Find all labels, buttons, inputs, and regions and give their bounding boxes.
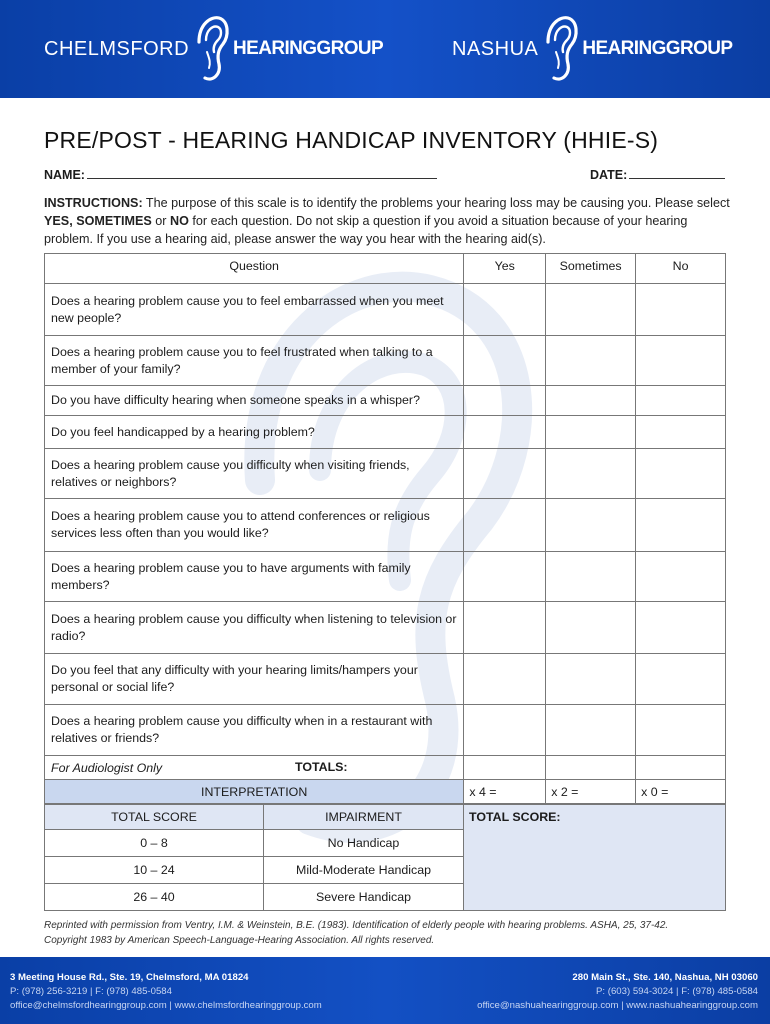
question-text: Does a hearing problem cause you to feel embarrassed when you meet new people? [45,284,464,336]
answer-no-cell[interactable] [636,552,726,602]
impairment-level: Mild-Moderate Handicap [264,857,464,884]
impairment-level: No Handicap [264,830,464,857]
total-no-cell[interactable] [636,756,726,780]
answer-no-cell[interactable] [636,602,726,654]
answer-no-cell[interactable] [636,449,726,499]
nashua-contact [477,971,758,1013]
col-question: Question [45,254,464,284]
table-row [45,884,464,911]
question-text: Does a hearing problem cause you difficulty when listening to television or radio? [45,602,464,654]
questions-table [44,253,726,804]
table-row [45,830,464,857]
score-range: 10 – 24 [45,857,264,884]
interpretation-header-row [45,805,464,830]
answer-yes-cell[interactable] [464,552,546,602]
logo-brand: HEARINGGROUP [233,38,384,59]
multiplier-row [45,780,726,804]
table-row [45,499,726,552]
table-row [45,284,726,336]
question-text: Does a hearing problem cause you difficulty when visiting friends, relatives or neighbors? [45,449,464,499]
total-score-label: TOTAL SCORE: [469,810,561,824]
chelmsford-contact [10,971,322,1013]
answer-yes-cell[interactable] [464,499,546,552]
interpretation-header: INTERPRETATION [45,780,464,804]
nashua-address: 280 Main St., Ste. 140, Nashua, NH 03060 [572,972,758,983]
col-total-score: TOTAL SCORE [45,805,264,830]
totals-row [45,756,726,780]
ear-icon [540,12,580,86]
header-banner [0,0,770,98]
answer-no-cell[interactable] [636,499,726,552]
date-label: DATE: [590,168,628,182]
answer-no-cell[interactable] [636,386,726,416]
name-underline[interactable] [87,169,437,179]
col-sometimes: Sometimes [546,254,636,284]
answer-sometimes-cell[interactable] [546,602,636,654]
chelmsford-address: 3 Meeting House Rd., Ste. 19, Chelmsford, MA 01824 [10,972,249,983]
table-row [45,449,726,499]
table-row [45,602,726,654]
interpretation-table [44,804,464,911]
reprint-notice [44,918,734,948]
question-text: Does a hearing problem cause you to feel frustrated when talking to a member of your family? [45,336,464,386]
answer-sometimes-cell[interactable] [546,654,636,705]
total-score-box[interactable] [464,804,726,911]
answer-sometimes-cell[interactable] [546,336,636,386]
table-row [45,552,726,602]
name-field[interactable] [44,168,437,182]
audiologist-label: For Audiologist Only [51,760,163,775]
reprint-line-2: Copyright 1983 by American Speech-Language-Hearing Association. All rights reserved. [44,935,435,946]
table-row [45,705,726,756]
instructions-options: YES, SOMETIMES [44,214,152,228]
question-text: Does a hearing problem cause you difficulty when in a restaurant with relatives or friends? [45,705,464,756]
score-range: 26 – 40 [45,884,264,911]
question-text: Does a hearing problem cause you to have arguments with family members? [45,552,464,602]
question-text: Do you have difficulty hearing when someone speaks in a whisper? [45,386,464,416]
table-row [45,857,464,884]
answer-sometimes-cell[interactable] [546,386,636,416]
instructions-or: or [151,214,170,228]
question-text: Does a hearing problem cause you to attend conferences or religious services less often than you would like? [45,499,464,552]
totals-label: TOTALS: [295,760,348,774]
multiplier-sometimes: x 2 = [546,780,636,804]
instructions-text-1: The purpose of this scale is to identify the problems your hearing loss may be causing you. Please select [142,196,730,210]
answer-sometimes-cell[interactable] [546,284,636,336]
answer-sometimes-cell[interactable] [546,499,636,552]
nashua-phones: P: (603) 594-3024 | F: (978) 485-0584 [596,986,758,997]
total-yes-cell[interactable] [464,756,546,780]
totals-label-cell [45,756,464,780]
answer-no-cell[interactable] [636,705,726,756]
multiplier-yes: x 4 = [464,780,546,804]
score-range: 0 – 8 [45,830,264,857]
instructions-label: INSTRUCTIONS: [44,196,143,210]
impairment-level: Severe Handicap [264,884,464,911]
col-no: No [636,254,726,284]
logo-city: NASHUA [452,37,539,60]
answer-no-cell[interactable] [636,336,726,386]
answer-sometimes-cell[interactable] [546,449,636,499]
chelmsford-web[interactable]: office@chelmsfordhearinggroup.com | www.chelmsfordhearinggroup.com [10,1000,322,1011]
answer-yes-cell[interactable] [464,449,546,499]
date-field[interactable] [590,168,725,182]
multiplier-no: x 0 = [636,780,726,804]
col-impairment: IMPAIRMENT [264,805,464,830]
table-row [45,654,726,705]
instructions [44,194,734,248]
answer-no-cell[interactable] [636,284,726,336]
page-title: PRE/POST - HEARING HANDICAP INVENTORY (HHIE-S) [44,127,659,153]
table-row [45,336,726,386]
table-row [45,386,726,416]
answer-yes-cell[interactable] [464,284,546,336]
total-sometimes-cell[interactable] [546,756,636,780]
answer-sometimes-cell[interactable] [546,416,636,449]
logo-city: CHELMSFORD [44,37,190,60]
answer-no-cell[interactable] [636,416,726,449]
answer-yes-cell[interactable] [464,654,546,705]
answer-yes-cell[interactable] [464,386,546,416]
question-text: Do you feel handicapped by a hearing problem? [45,416,464,449]
answer-sometimes-cell[interactable] [546,552,636,602]
table-row [45,416,726,449]
answer-no-cell[interactable] [636,654,726,705]
ear-icon [191,12,231,86]
reprint-line-1: Reprinted with permission from Ventry, I.M. & Weinstein, B.E. (1983). Identification of elderly people with hearing problems. ASHA, 25, 37-42. [44,920,669,931]
answer-yes-cell[interactable] [464,416,546,449]
table-header-row [45,254,726,284]
name-label: NAME: [44,168,85,182]
answer-yes-cell[interactable] [464,336,546,386]
chelmsford-logo [44,12,383,86]
nashua-web[interactable]: office@nashuahearinggroup.com | www.nashuahearinggroup.com [477,1000,758,1011]
nashua-logo [452,12,732,86]
instructions-text-2: for each question. Do not skip a question if you avoid a situation because of your hearing problem. If you use a hearing aid, please answer the way you hear with the hearing aid(s). [44,214,688,246]
question-text: Do you feel that any difficulty with your hearing limits/hampers your personal or social life? [45,654,464,705]
footer-banner [0,957,770,1024]
date-underline[interactable] [629,169,725,179]
answer-sometimes-cell[interactable] [546,705,636,756]
answer-yes-cell[interactable] [464,705,546,756]
instructions-no: NO [169,214,189,228]
col-yes: Yes [464,254,546,284]
logo-brand: HEARINGGROUP [582,38,733,59]
answer-yes-cell[interactable] [464,602,546,654]
chelmsford-phones: P: (978) 256-3219 | F: (978) 485-0584 [10,986,172,997]
